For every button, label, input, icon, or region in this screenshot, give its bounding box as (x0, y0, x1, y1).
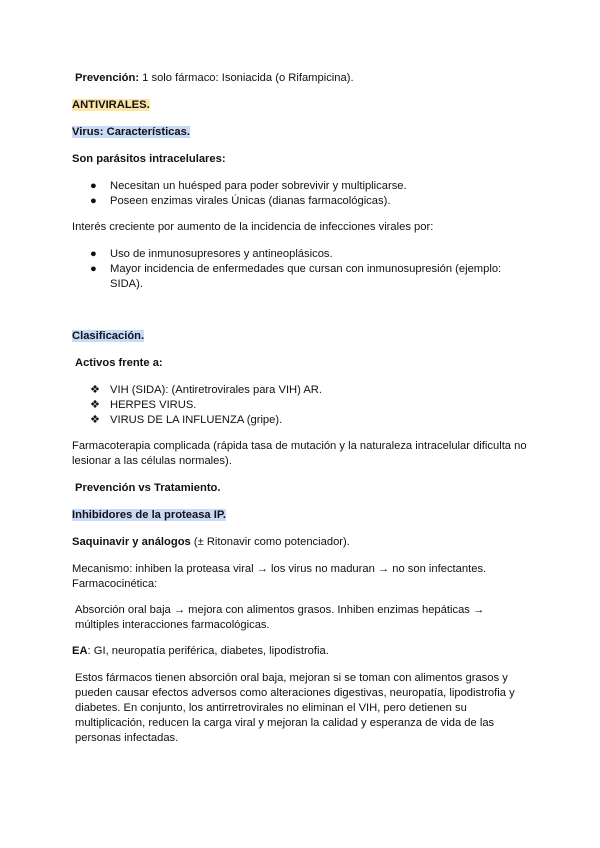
saquinavir-line (72, 535, 528, 550)
farmacocinetica-label: Farmacocinética: (72, 578, 158, 590)
saquinavir-text: (± Ritonavir como potenciador). (190, 536, 350, 548)
absorcion-paragraph: Absorción oral baja → mejora con alimentos grasos. Inhiben enzimas hepáticas → múltiples interacciones farmacológicas. (75, 604, 485, 631)
parasitos-heading: Son parásitos intracelulares: (72, 153, 226, 165)
bullet-dot-icon: ● (90, 180, 97, 192)
bullet-dot-icon: ● (90, 195, 97, 207)
saquinavir-label: Saquinavir y análogos (72, 536, 191, 548)
inhibidores-heading: Inhibidores de la proteasa IP. (72, 509, 226, 521)
prevencion-text: 1 solo fármaco: Isoniacida (o Rifampicina). (139, 72, 354, 84)
antivirales-heading: ANTIVIRALES. (72, 99, 150, 111)
list-item: ● Mayor incidencia de enfermedades que cursan con inmunosupresión (ejemplo: SIDA). (90, 263, 502, 290)
ea-line (72, 644, 528, 659)
farmacoterapia-paragraph: Farmacoterapia complicada (rápida tasa de mutación y la naturaleza intracelular dificulta no lesionar a las células normales). (72, 440, 527, 467)
virus-caracteristicas-heading: Virus: Características. (72, 126, 190, 138)
resumen-paragraph: Estos fármacos tienen absorción oral baja, mejoran si se toman con alimentos grasos y pueden causar efectos adversos como alteraciones digestivas, neuropatía, lipodistrofia y diabetes. En conjunto, los antirretrovirales no eliminan el VIH, pero detienen su multiplicación, reducen la carga viral y mejoran la calidad y esperanza de vida de las personas infectadas. (75, 672, 515, 744)
mecanismo-paragraph: Mecanismo: inhiben la proteasa viral → los virus no maduran → no son infectantes. Farmacocinética: (72, 562, 528, 592)
list-item: ● Poseen enzimas virales Únicas (dianas farmacológicas). (90, 195, 391, 207)
list-item: ● Uso de inmunosupresores y antineoplásicos. (90, 248, 333, 260)
list-item: ❖ VIH (SIDA): (Antiretrovirales para VIH) AR. (90, 384, 322, 396)
ea-text: : GI, neuropatía periférica, diabetes, lipodistrofia. (87, 645, 329, 657)
diamond-bullet-icon: ❖ (90, 414, 101, 426)
activos-heading: Activos frente a: (75, 357, 163, 369)
list-item: ❖ VIRUS DE LA INFLUENZA (gripe). (90, 414, 283, 426)
clasificacion-heading: Clasificación. (72, 330, 145, 342)
bullet-list-1 (72, 179, 528, 209)
bullet-list-2 (72, 247, 528, 292)
ea-label: EA (72, 645, 88, 657)
bullet-list-3 (72, 383, 528, 428)
prevencion-line (72, 71, 531, 86)
interes-paragraph: Interés creciente por aumento de la incidencia de infecciones virales por: (72, 221, 434, 233)
prevencion-vs-tratamiento-heading: Prevención vs Tratamiento. (75, 482, 221, 494)
diamond-bullet-icon: ❖ (90, 384, 101, 396)
list-item: ● Necesitan un huésped para poder sobrevivir y multiplicarse. (90, 180, 407, 192)
diamond-bullet-icon: ❖ (90, 399, 101, 411)
bullet-dot-icon: ● (90, 263, 97, 275)
list-item: ❖ HERPES VIRUS. (90, 399, 197, 411)
prevencion-label: Prevención: (75, 72, 140, 84)
bullet-dot-icon: ● (90, 248, 97, 260)
